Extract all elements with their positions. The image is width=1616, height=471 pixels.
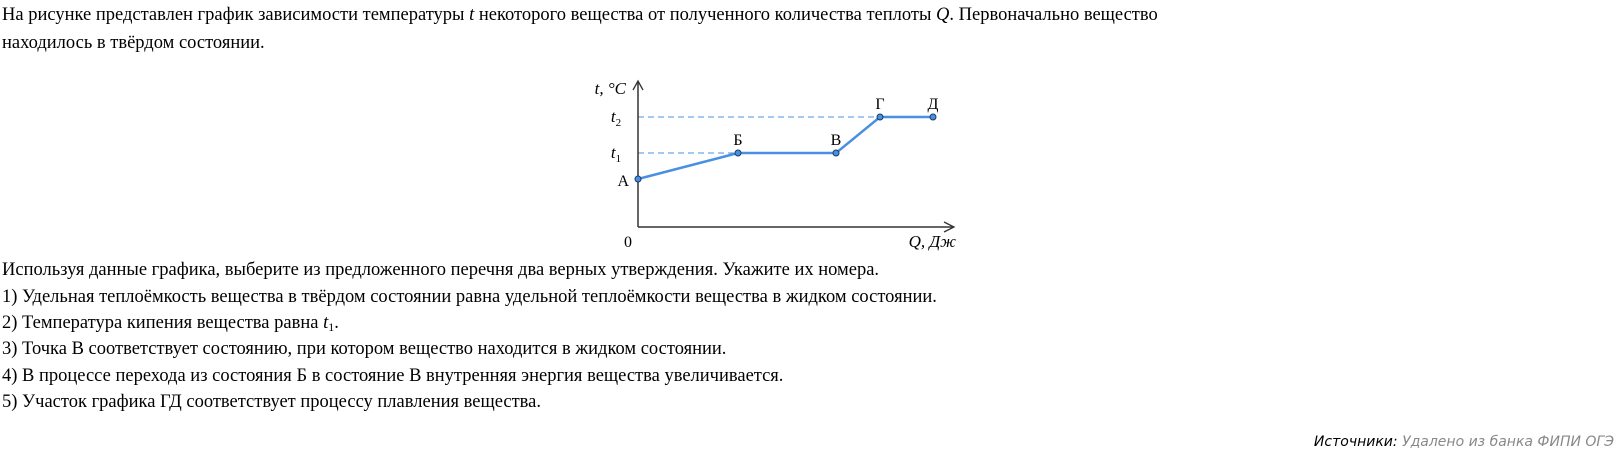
question: Используя данные графика, выберите из предложенного перечня два верных утверждения. Укажите их номера. <box>2 260 880 280</box>
point-label: А <box>617 173 629 190</box>
var-t: t <box>323 313 329 333</box>
y-axis-label: t, °C <box>594 79 626 98</box>
sub: 1 <box>328 320 335 334</box>
intro-line-1 <box>2 4 1158 26</box>
point-label: В <box>830 132 842 149</box>
option-1: 1) Удельная теплоёмкость вещества в твёрдом состоянии равна удельной теплоёмкости вещества в жидком состоянии. <box>2 287 937 307</box>
option-5: 5) Участок графика ГД соответствует процессу плавления вещества. <box>2 392 542 412</box>
intro-line-2: находилось в твёрдом состоянии. <box>2 33 265 53</box>
option-3: 3) Точка В соответствует состоянию, при котором вещество находится в жидком состоянии. <box>2 339 727 359</box>
option-4: 4) В процессе перехода из состояния Б в состояние В внутренняя энергия вещества увеличивается. <box>2 366 784 386</box>
data-point <box>930 114 936 120</box>
data-point <box>635 176 641 182</box>
y-tick-label: $t_2$ <box>610 107 622 129</box>
x-axis-label: Q, Дж <box>908 232 956 251</box>
point-label: Б <box>733 132 743 149</box>
var-t: t <box>469 5 475 25</box>
origin-label: 0 <box>624 234 632 251</box>
data-point <box>877 114 883 120</box>
source-label: Источники: <box>1313 434 1398 450</box>
temperature-heat-chart <box>585 70 965 255</box>
source <box>1314 434 1614 450</box>
text: некоторого вещества от полученного количества теплоты <box>474 5 937 25</box>
text: На рисунке представлен график зависимости температуры <box>2 5 470 25</box>
data-point <box>735 150 741 156</box>
series-line <box>638 117 933 179</box>
data-point <box>833 150 839 156</box>
text: . <box>334 313 339 333</box>
point-label: Д <box>927 96 939 113</box>
var-q: Q <box>936 5 950 25</box>
point-label: Г <box>875 96 885 113</box>
text: . Первоначально вещество <box>949 5 1158 25</box>
option-2 <box>2 312 339 338</box>
y-tick-label: $t_1$ <box>610 143 622 165</box>
text: 2) Температура кипения вещества равна <box>2 313 324 333</box>
source-value[interactable]: Удалено из банка ФИПИ ОГЭ <box>1402 434 1614 450</box>
